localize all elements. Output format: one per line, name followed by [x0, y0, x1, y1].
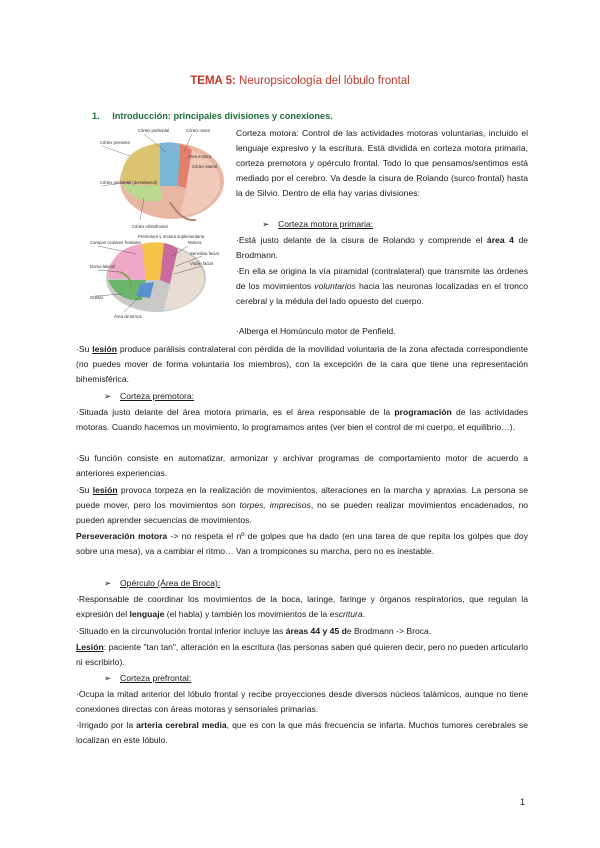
premotor-region	[160, 142, 180, 186]
premotora-p4: Perseveración motora -> no respeta el nº de golpes que ha dado (en una tarea de que repita los golpes que doy sobre una mesa), va a cambiar el ritmo… Van a trompicones su marcha, pero no es inestable.	[76, 531, 528, 556]
fig1-label-2: Córtex prefrontal	[138, 128, 170, 133]
operculo-p3: Lesión: paciente "tan tan", alteración en la escritura (las personas saben qué quieren decir, pero no pueden articularlo ni escribirlo).	[76, 642, 528, 667]
motora-primaria-heading: ➢ Corteza motora primaria:	[262, 217, 373, 232]
brain-figure-1	[100, 126, 230, 232]
fig2-label-3: Sensitiva facial	[190, 251, 219, 256]
brain-figure-2	[90, 232, 232, 324]
fig1-label-3: Córtex motor	[186, 128, 211, 133]
page-title	[0, 75, 600, 87]
page-number: 1	[520, 797, 526, 807]
fig2-label-1: Campos oculares frontales	[90, 240, 142, 245]
arrow-bullet-icon: ➢	[104, 673, 112, 683]
premotora-p1: ·Situada justo delante del área motora primaria, es el área responsable de la programación de las actividades motoras. Cuando hacemos un movimiento, lo programamos antes (ver bien el control de mi cuerpo, el equilibrio…).	[76, 407, 528, 432]
arrow-bullet-icon: ➢	[104, 391, 112, 401]
arrow-bullet-icon: ➢	[262, 219, 270, 229]
section-number: 1.	[92, 111, 100, 121]
arrow-bullet-icon: ➢	[104, 578, 112, 588]
operculo-heading: ➢ Opérculo (Área de Broca):	[104, 576, 220, 591]
fig1-label-7: Córtex lateral	[192, 164, 217, 169]
motora-primaria-p4: ·Su lesión produce parálisis contralateral con pérdida de la movilidad voluntaria de la zona afectada correspondiente (no puedes mover de forma voluntaria los miembros), con la excepción de la cara que tiene una representación bihemisférica.	[76, 344, 528, 384]
section-heading-text: Introducción: principales divisiones y conexiones.	[112, 111, 333, 121]
operculo-p2: ·Situado en la circunvolución frontal inferior incluye las áreas 44 y 45 de Brodmann -> Broca.	[76, 626, 432, 636]
title-rest: Neuropsicología del lóbulo frontal	[239, 75, 410, 87]
operculo-p1: ·Responsable de coordinar los movimientos de la boca, laringe, faringe y órganos respiratorios, que regulan la expresión del lenguaje (el habla) y también los movimientos de la escritura.	[76, 594, 528, 619]
fig1-label-4: Córtex orbitofrontal	[132, 224, 168, 229]
fig2-title: Premotora y motora suplementaria	[138, 234, 205, 239]
intro-paragraph: Corteza motora: Control de las actividades motoras voluntarias, incluido el lenguaje expresivo y la escritura. Está dividida en corteza motora primaria, corteza premotora y opérculo frontal. Todo lo que pensamos/sentimos está mediado por el cerebro. Va desde la cisura de Rolando (surco frontal) hasta la de Silvio. Dentro de ella hay varias divisiones:	[236, 128, 528, 198]
fig2-label-4: Visión facial	[190, 261, 213, 266]
prefrontal-p2: ·Irrigado por la arteria cerebral media, que es con la que más frecuencia se infarta. Muchos tumores cerebrales se localizan en este lóbulo.	[76, 720, 528, 745]
fig2-label-5: Dorso-lateral	[90, 264, 115, 269]
prefrontal-heading: ➢ Corteza prefrontal:	[104, 671, 191, 686]
fig1-label-1: Córtex premotor	[100, 140, 131, 145]
fig2-label-6: Orbital	[90, 295, 103, 300]
fig2-label-7: Área de Broca	[114, 314, 142, 319]
premotora-p3: ·Su lesión provoca torpeza en la realización de movimientos, alteraciones en la marcha y apraxias. La persona se puede mover, pero los movimientos son torpes, imprecisos, no se pueden realizar movimientos encadenados, no pueden aprender secuencias de movimientos.	[76, 485, 528, 525]
premotora-p2: ·Su función consiste en automatizar, armonizar y archivar programas de comportamiento motor de acuerdo a anteriores experiencias.	[76, 453, 528, 478]
fig1-label-5: Córtex prefrontal (dorsolateral)	[100, 180, 158, 185]
motora-primaria-p1: ·Está justo delante de la cisura de Rolando y comprende el área 4 de Brodmann.	[236, 235, 529, 260]
motora-primaria-p2: ·En ella se origina la vía piramidal (contralateral) que transmite las órdenes de los movimientos voluntarios hacia las neuronas localizadas en el tronco cerebral y la médula del lado opuesto del cuerpo.	[236, 266, 528, 306]
prefrontal-p1: ·Ocupa la mitad anterior del lóbulo frontal y recibe proyecciones desde diversos núcleos talámicos, aunque no tiene conexiones directas con áreas motoras y sensoriales primarias.	[76, 689, 528, 714]
premotora-heading: ➢ Corteza premotora:	[104, 389, 194, 404]
motora-primaria-p3: ·Alberga el Homúnculo motor de Penfield.	[236, 326, 396, 336]
fig1-label-6: Área motora	[188, 154, 212, 159]
section-heading	[92, 111, 333, 121]
fig2-label-2: Motora	[188, 240, 202, 245]
title-lead: TEMA 5:	[190, 75, 236, 87]
